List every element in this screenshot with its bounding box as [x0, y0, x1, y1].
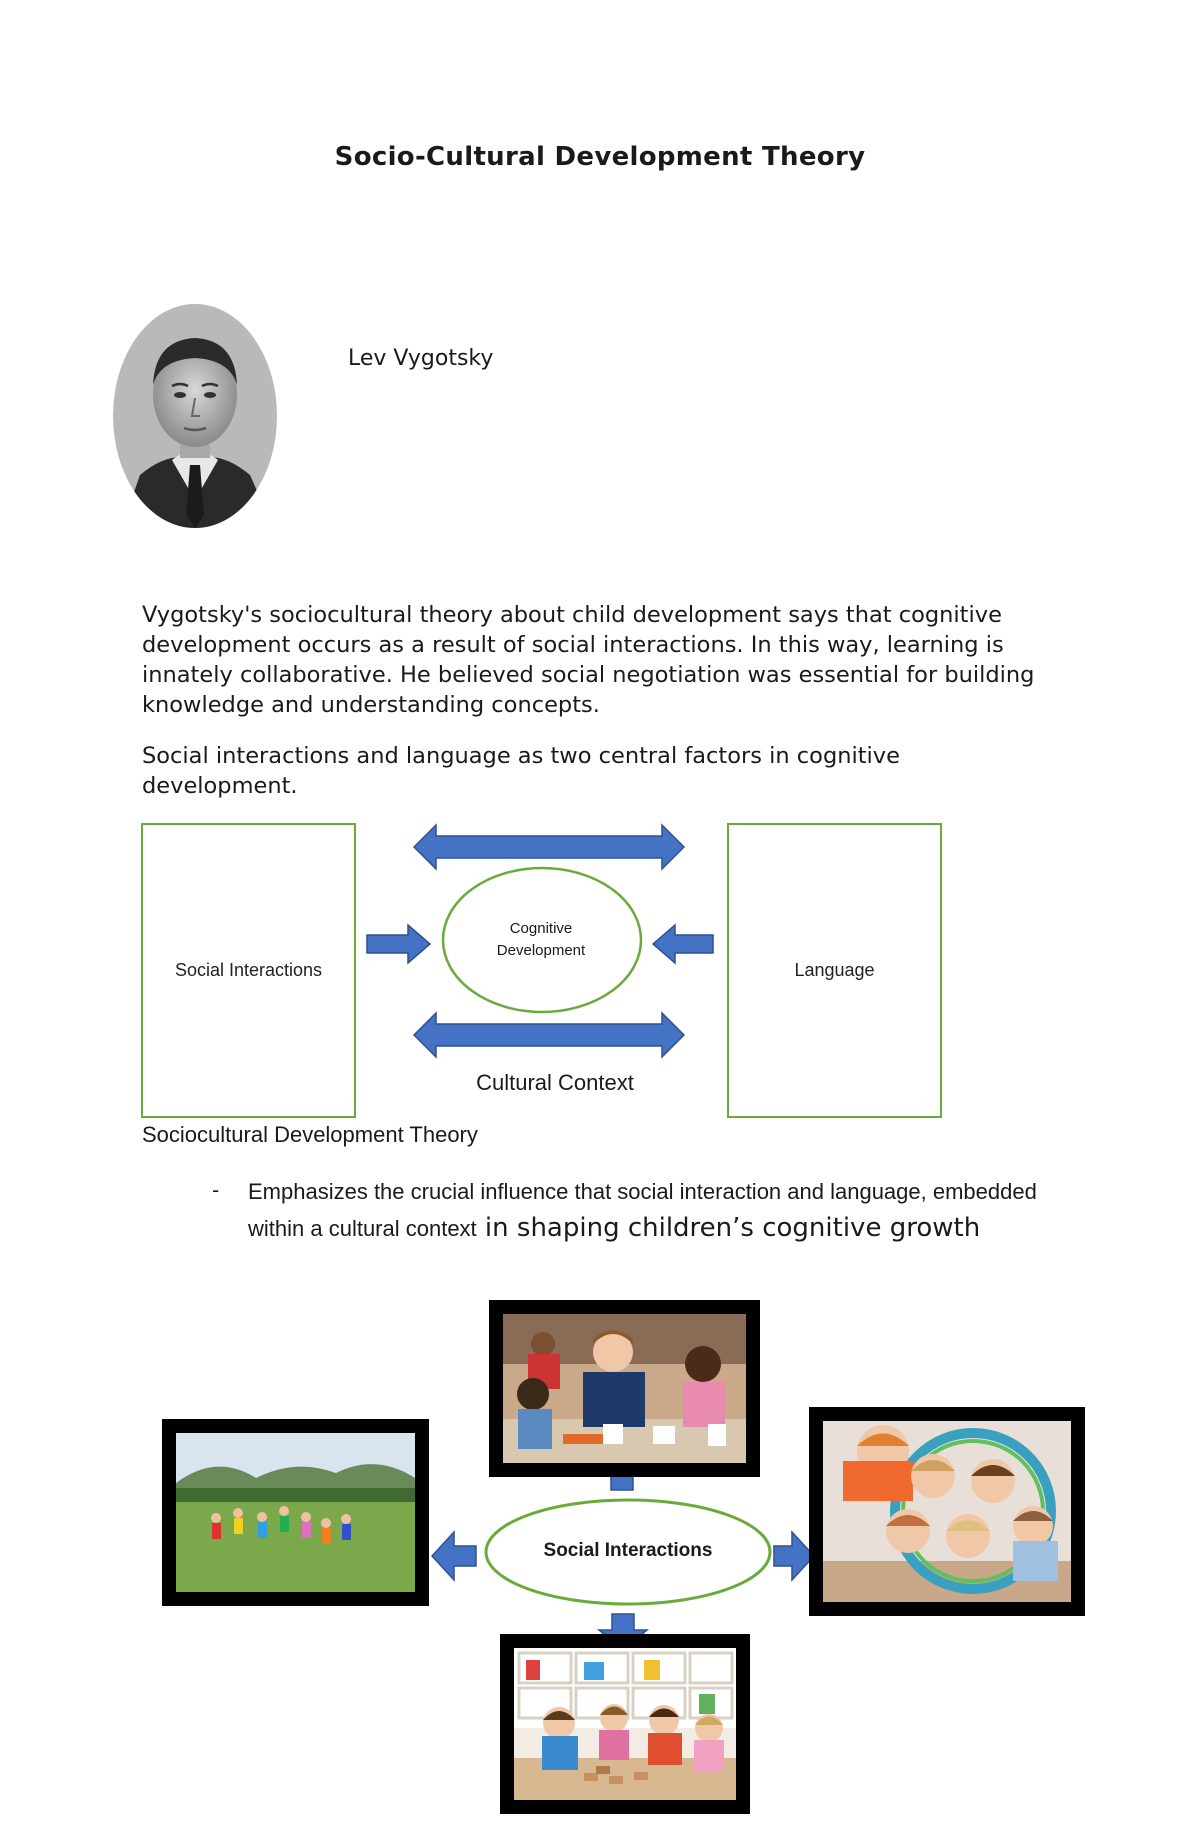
- photo-frame-top: [489, 1300, 760, 1477]
- cultural-context-label: Cultural Context: [476, 1070, 634, 1095]
- double-arrow-top-icon: [414, 825, 684, 869]
- author-name: Lev Vygotsky: [348, 346, 494, 371]
- blocks-play-photo: [514, 1648, 736, 1800]
- arrow-left-small-icon: [432, 1532, 476, 1580]
- intro-paragraph: Vygotsky's sociocultural theory about child development says that cognitive development occurs as a result of social interactions. In this way, learning is innately collaborative. He believed social negotiation was essential for building knowledge and understanding concepts.: [142, 602, 1035, 718]
- hoop-play-photo: [823, 1421, 1071, 1602]
- cognitive-label-line1: Cognitive: [509, 920, 573, 937]
- photo-frame-right: [809, 1407, 1085, 1616]
- social-interactions-box: Social Interactions: [141, 823, 356, 1118]
- classroom-photo: [503, 1314, 746, 1463]
- bullet-text-small: Emphasizes the crucial influence that social interaction and language, embedded within a cultural context: [248, 1179, 1037, 1241]
- arrow-right-icon: [367, 925, 430, 963]
- arrow-right-small-icon: [774, 1532, 814, 1580]
- language-box: Language: [727, 823, 942, 1118]
- social-interactions-label: Social Interactions: [543, 1540, 713, 1561]
- outdoor-play-photo: [176, 1433, 415, 1592]
- arrow-left-icon: [653, 925, 713, 963]
- factors-sentence: Social interactions and language as two central factors in cognitive development.: [142, 743, 900, 799]
- double-arrow-bottom-icon: [414, 1013, 684, 1057]
- cognitive-development-label: [441, 918, 641, 962]
- bullet-text: [248, 1174, 1068, 1247]
- document-title: Socio-Cultural Development Theory: [334, 142, 866, 172]
- diagram-caption: Sociocultural Development Theory: [142, 1122, 478, 1147]
- bullet-text-large: in shaping children’s cognitive growth: [476, 1213, 981, 1243]
- photo-frame-left: [162, 1419, 429, 1606]
- bullet-dash: -: [212, 1178, 220, 1202]
- photo-frame-bottom: [500, 1634, 750, 1814]
- cognitive-label-line2: Development: [496, 942, 586, 959]
